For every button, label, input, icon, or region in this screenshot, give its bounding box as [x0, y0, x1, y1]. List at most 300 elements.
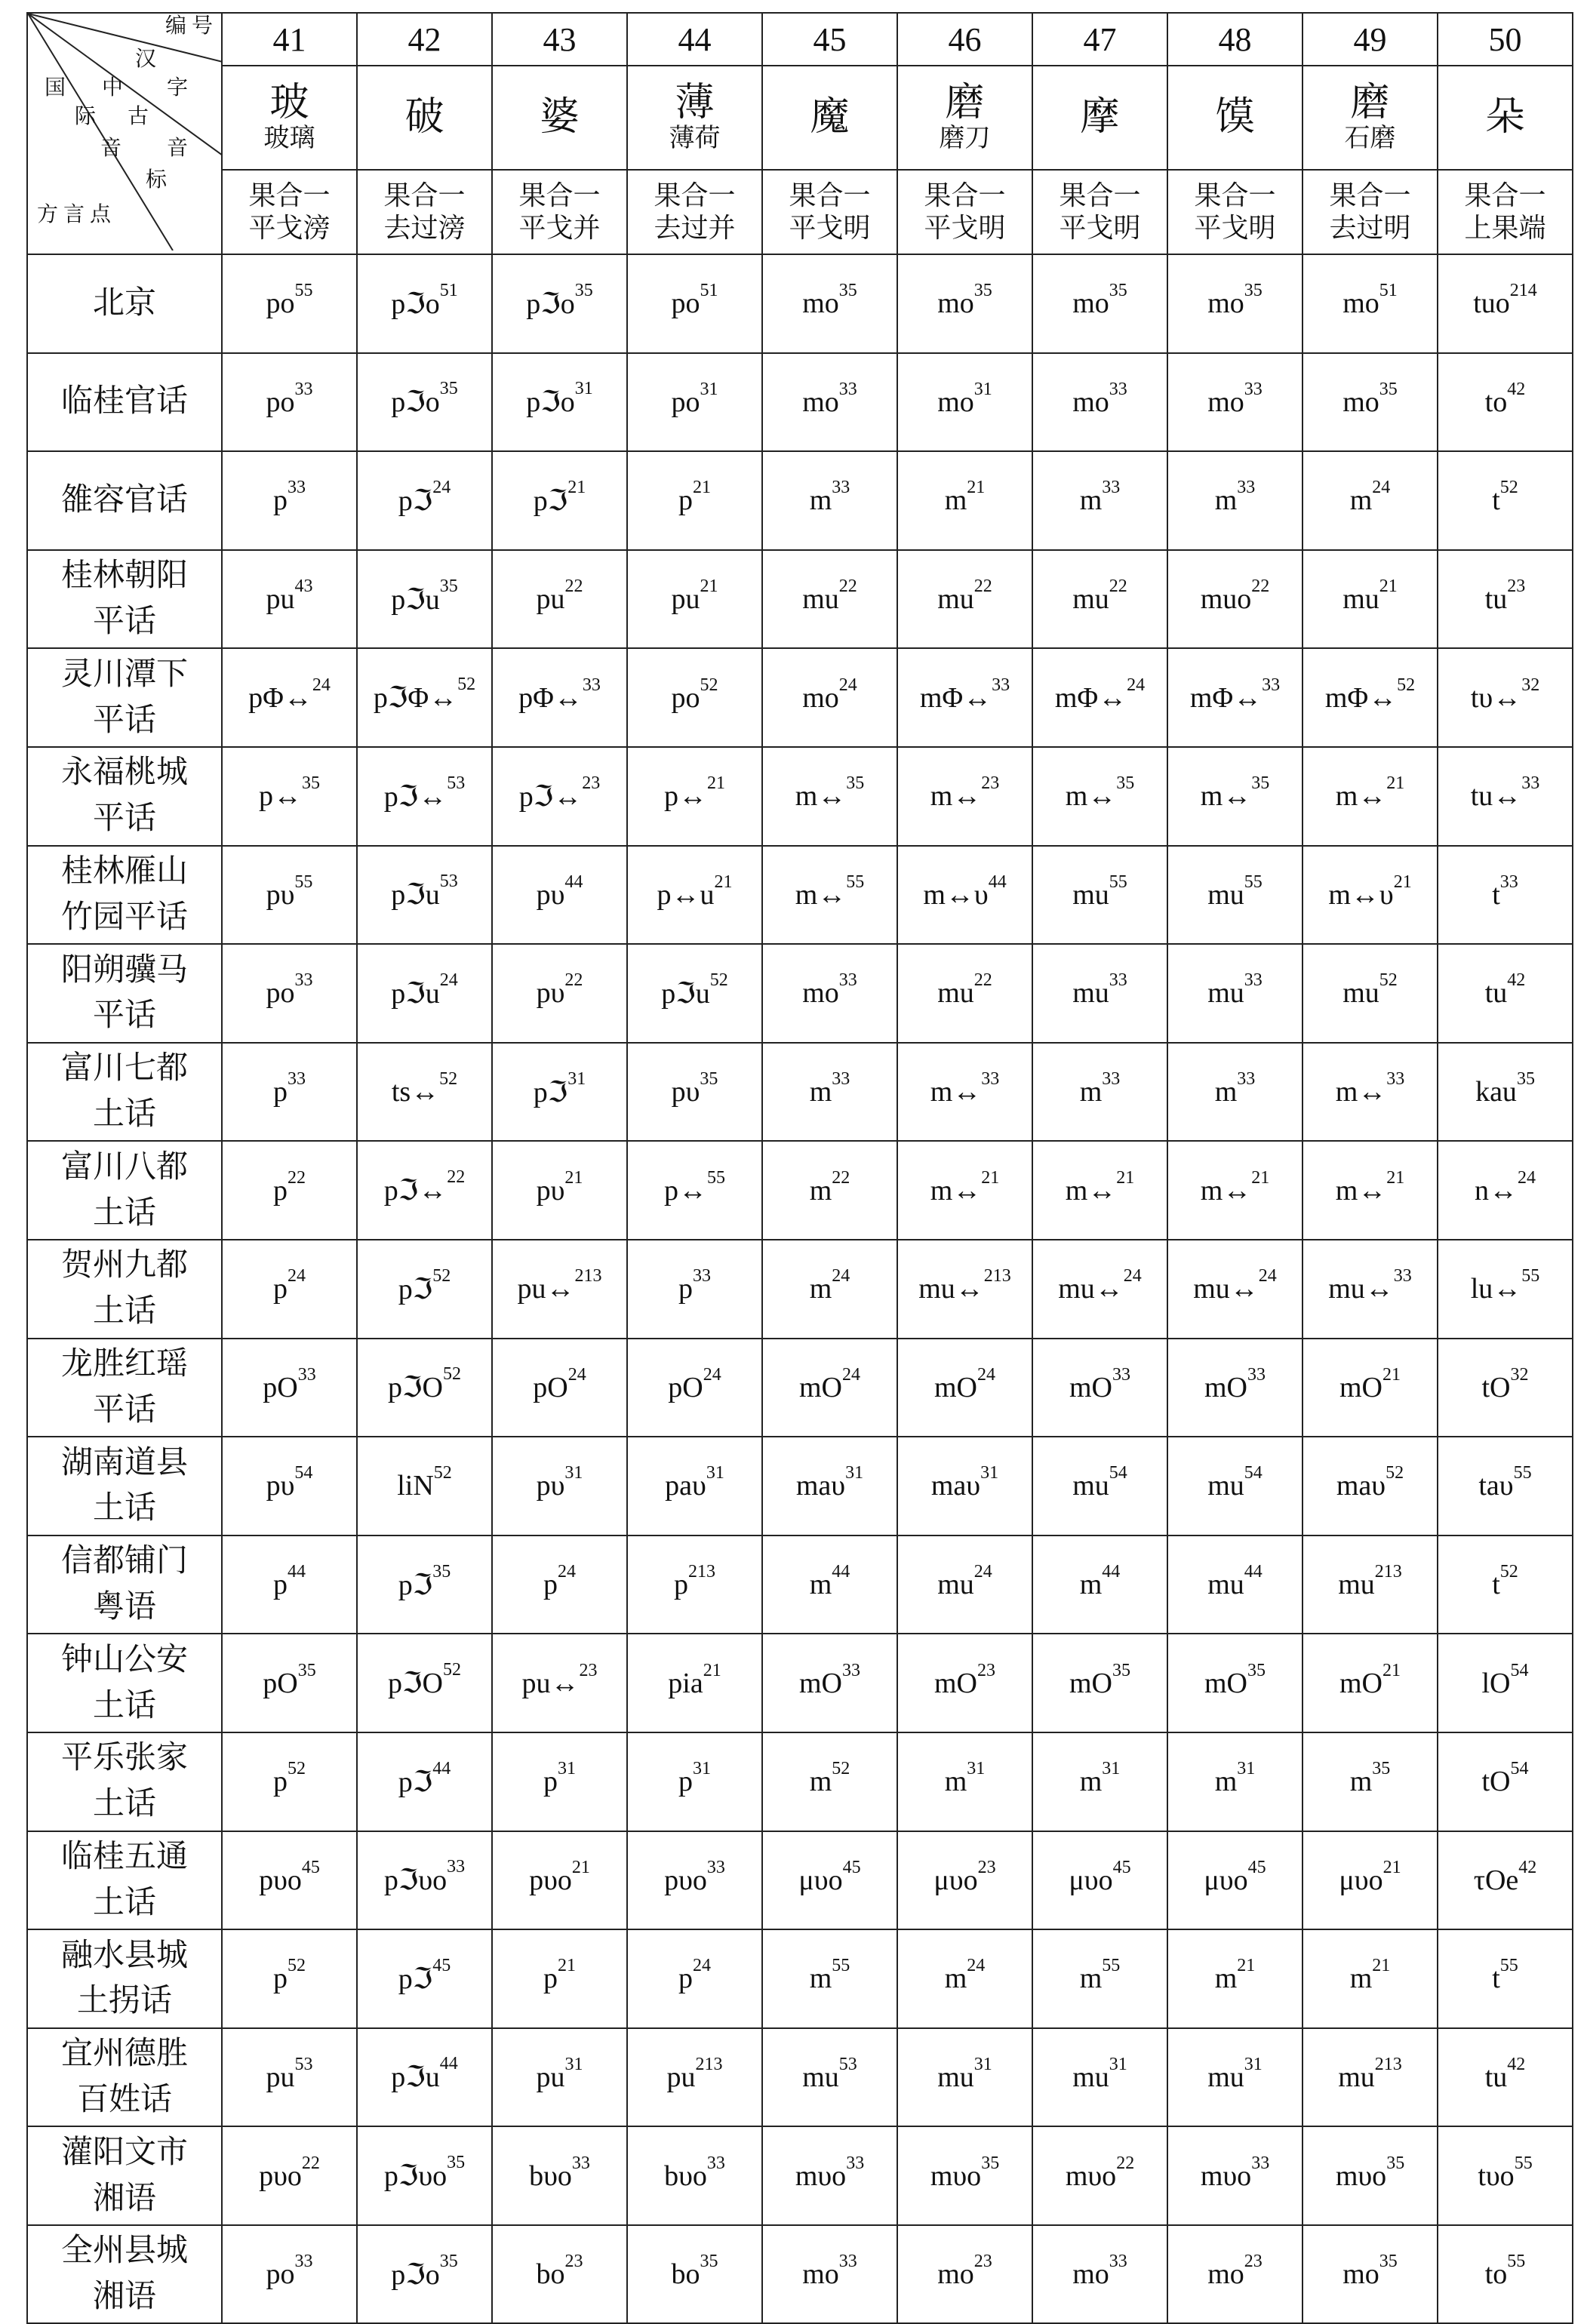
ipa-reading: [627, 846, 762, 945]
dialect-row: [27, 1732, 1573, 1831]
middle-chinese-line: 果合一: [518, 180, 601, 211]
ipa-reading: [1303, 1141, 1438, 1240]
ipa-reading: [492, 648, 627, 747]
ipa-reading: [1032, 1831, 1167, 1930]
ipa-segment: m: [809, 1569, 832, 1601]
tone-value: 43: [294, 576, 313, 597]
ipa-reading: [222, 1339, 357, 1437]
ipa-reading: [222, 2126, 357, 2225]
corner-yin2-label: 音: [167, 137, 189, 160]
ipa-reading: [492, 1929, 627, 2028]
middle-chinese-line: 平戈滂: [248, 213, 331, 243]
ipa-reading: [1032, 1732, 1167, 1831]
ipa-segment: pυ: [671, 1076, 700, 1108]
middle-chinese-line: 果合一: [383, 180, 466, 211]
ipa-reading: [357, 2225, 492, 2324]
tone-value: 52: [288, 1759, 306, 1779]
ipa-segment: mu: [1072, 583, 1109, 616]
ipa-segment: p: [543, 1766, 558, 1798]
ipa-segment: m: [809, 1766, 832, 1798]
column-character: 朵: [1485, 96, 1525, 139]
dialect-place: [27, 451, 222, 550]
ipa-reading: [762, 1929, 897, 2028]
dialect-place-line: 百姓话: [76, 2082, 172, 2117]
dialect-place-line: 全州县城: [60, 2233, 188, 2269]
middle-chinese-position: [1303, 170, 1438, 254]
tone-value: 33: [1244, 379, 1263, 399]
ipa-reading: [1303, 1339, 1438, 1437]
ipa-reading: [762, 1141, 897, 1240]
ipa-segment: pυo: [259, 1864, 302, 1896]
ipa-reading: [1303, 846, 1438, 945]
dialect-place: [27, 1536, 222, 1634]
ipa-segment: pℑΦ↔: [373, 682, 458, 715]
tone-value: 33: [1247, 1364, 1266, 1385]
ipa-segment: mu: [1072, 977, 1109, 1010]
tone-value: 23: [973, 2252, 992, 2272]
ipa-segment: pℑ: [533, 484, 568, 517]
ipa-reading: [1438, 2028, 1573, 2127]
ipa-reading: [1167, 1141, 1303, 1240]
tone-value: 35: [1244, 281, 1263, 301]
ipa-reading: [762, 846, 897, 945]
ipa-reading: [1438, 353, 1573, 452]
tone-value: 21: [1382, 1660, 1401, 1680]
dialect-place-line: 灵川潭下: [60, 656, 188, 692]
ipa-segment: pℑu: [391, 583, 440, 616]
column-number: 47: [1032, 13, 1167, 66]
ipa-reading: [1167, 1240, 1303, 1339]
middle-chinese-position: [357, 170, 492, 254]
tone-value: 33: [1262, 675, 1281, 695]
ipa-reading: [897, 1732, 1032, 1831]
ipa-segment: pO: [263, 1371, 298, 1403]
dialect-place-line: 平话: [92, 1392, 156, 1428]
ipa-reading: [1032, 353, 1167, 452]
corner-dialect-label: 方 言 点: [37, 203, 112, 226]
ipa-reading: [222, 846, 357, 945]
tone-value: 31: [574, 379, 593, 399]
tone-value: 23: [579, 1660, 598, 1680]
dialect-place: [27, 846, 222, 945]
ipa-reading: [1303, 1437, 1438, 1536]
tone-value: 213: [688, 1562, 715, 1582]
ipa-segment: m↔: [1200, 1174, 1252, 1207]
ipa-reading: [762, 1339, 897, 1437]
ipa-segment: mo: [1072, 2258, 1109, 2291]
tone-value: 24: [432, 477, 451, 497]
middle-chinese-line: 果合一: [1059, 180, 1141, 211]
tone-value: 55: [1521, 1266, 1540, 1286]
ipa-segment: pu: [536, 583, 565, 616]
ipa-segment: mO: [1339, 1371, 1382, 1403]
tone-value: 51: [439, 280, 458, 300]
tone-value: 22: [832, 1167, 850, 1188]
ipa-reading: [492, 1831, 627, 1930]
tone-value: 31: [1244, 2054, 1263, 2074]
ipa-reading: [627, 648, 762, 747]
dialect-place-line: 信都铺门: [60, 1544, 188, 1579]
tone-value: 24: [703, 1364, 721, 1385]
dialect-place: [27, 2028, 222, 2127]
ipa-segment: lO: [1481, 1667, 1511, 1699]
ipa-reading: [1032, 451, 1167, 550]
ipa-reading: [492, 1339, 627, 1437]
tone-value: 21: [1237, 1956, 1256, 1976]
column-character-cell: [627, 66, 762, 170]
column-number: 41: [222, 13, 357, 66]
tone-value: 21: [1379, 576, 1398, 597]
tone-value: 52: [432, 1265, 451, 1286]
dialect-place-line: 宜州德胜: [60, 2037, 188, 2072]
tone-value: 44: [1244, 1562, 1263, 1582]
tone-value: 33: [294, 379, 313, 399]
dialect-row: [27, 1929, 1573, 2028]
ipa-segment: pℑ: [398, 1569, 433, 1601]
ipa-segment: t: [1492, 878, 1500, 911]
ipa-segment: mu: [1207, 977, 1244, 1010]
ipa-segment: pυo: [529, 1864, 572, 1896]
ipa-segment: m: [809, 1076, 832, 1108]
ipa-segment: m↔: [1335, 1076, 1387, 1108]
ipa-segment: m: [1349, 1963, 1373, 1995]
tone-value: 24: [288, 1266, 306, 1286]
middle-chinese-position: [1438, 170, 1573, 254]
tone-value: 55: [1514, 2153, 1533, 2173]
ipa-reading: [1303, 254, 1438, 353]
tone-value: 21: [1382, 1364, 1401, 1385]
dialect-row: [27, 2225, 1573, 2324]
ipa-reading: [492, 1043, 627, 1142]
ipa-reading: [1167, 451, 1303, 550]
ipa-segment: m↔: [1065, 780, 1117, 813]
tone-value: 55: [294, 872, 313, 892]
ipa-segment: m↔: [930, 1174, 982, 1207]
ipa-segment: pυ: [536, 878, 565, 911]
ipa-reading: [627, 1043, 762, 1142]
ipa-reading: [897, 846, 1032, 945]
ipa-reading: [897, 1831, 1032, 1930]
ipa-reading: [222, 353, 357, 452]
ipa-segment: pℑO: [388, 1668, 443, 1700]
ipa-segment: pℑ: [398, 1766, 433, 1798]
dialect-place: [27, 353, 222, 452]
corner-header: [27, 13, 222, 254]
ipa-reading: [762, 451, 897, 550]
ipa-segment: mu↔: [1328, 1273, 1394, 1305]
tone-value: 33: [447, 1857, 466, 1877]
ipa-segment: pu: [266, 583, 295, 616]
tone-value: 33: [582, 675, 601, 695]
tone-value: 45: [842, 1857, 861, 1877]
ipa-segment: pυ: [266, 1470, 295, 1502]
tone-value: 51: [700, 281, 718, 301]
tone-value: 21: [571, 1857, 590, 1877]
tone-value: 21: [967, 478, 986, 498]
ipa-reading: [762, 353, 897, 452]
ipa-segment: mo: [1342, 386, 1379, 418]
tone-value: 35: [838, 281, 857, 301]
ipa-reading: [492, 2028, 627, 2127]
ipa-segment: paυ: [665, 1470, 706, 1502]
tone-value: 31: [564, 2054, 583, 2074]
ipa-reading: [357, 2126, 492, 2225]
tone-value: 23: [1244, 2252, 1263, 2272]
tone-value: 33: [294, 970, 313, 991]
dialect-row: [27, 1831, 1573, 1930]
ipa-segment: tυo: [1478, 2160, 1515, 2192]
tone-value: 42: [1518, 1857, 1537, 1877]
ipa-reading: [1438, 747, 1573, 846]
ipa-segment: mo: [802, 681, 839, 714]
ipa-reading: [762, 1536, 897, 1634]
ipa-segment: taυ: [1478, 1470, 1514, 1502]
ipa-reading: [762, 648, 897, 747]
ipa-reading: [1303, 1634, 1438, 1732]
ipa-segment: mo: [802, 287, 839, 320]
ipa-segment: p: [543, 1569, 558, 1601]
tone-value: 52: [1379, 970, 1398, 991]
ipa-segment: m: [944, 1766, 967, 1798]
dialect-place-line: 钟山公安: [60, 1642, 188, 1677]
ipa-segment: pυ: [536, 1470, 565, 1502]
tone-value: 24: [312, 675, 331, 695]
tone-value: 23: [977, 1857, 996, 1877]
ipa-segment: p: [678, 1963, 693, 1995]
ipa-reading: [762, 2028, 897, 2127]
ipa-reading: [1303, 1240, 1438, 1339]
ipa-segment: pℑu: [661, 977, 710, 1010]
ipa-reading: [357, 550, 492, 649]
ipa-segment: p↔: [259, 780, 302, 813]
ipa-reading: [222, 1141, 357, 1240]
ipa-segment: μυo: [933, 1864, 978, 1896]
ipa-segment: mo: [802, 2258, 839, 2291]
ipa-segment: pℑu: [391, 2061, 440, 2094]
tone-value: 44: [439, 2054, 458, 2074]
tone-value: 21: [981, 1167, 1000, 1188]
tone-value: 23: [564, 2252, 583, 2272]
ipa-reading: [1303, 1536, 1438, 1634]
dialect-place-line: 龙胜红瑶: [60, 1346, 188, 1382]
tone-value: 31: [564, 1463, 583, 1483]
ipa-segment: mu: [1207, 2061, 1244, 2093]
ipa-segment: mu: [1338, 2061, 1375, 2093]
ipa-reading: [1303, 2126, 1438, 2225]
tone-value: 35: [700, 2252, 718, 2272]
ipa-reading: [357, 1536, 492, 1634]
ipa-segment: m↔υ: [1328, 878, 1394, 911]
ipa-segment: tu: [1484, 583, 1508, 616]
dialect-row: [27, 2126, 1573, 2225]
ipa-reading: [627, 353, 762, 452]
ipa-segment: mu: [1207, 1569, 1244, 1601]
dialect-row: [27, 1141, 1573, 1240]
ipa-segment: mΦ↔: [1189, 681, 1263, 714]
ipa-reading: [1032, 747, 1167, 846]
ipa-reading: [357, 1929, 492, 2028]
tone-value: 22: [1116, 2153, 1135, 2173]
ipa-segment: po: [266, 977, 295, 1010]
ipa-reading: [357, 1634, 492, 1732]
ipa-segment: pO: [533, 1371, 568, 1403]
ipa-segment: mu↔: [918, 1273, 984, 1305]
tone-value: 31: [1102, 1759, 1121, 1779]
ipa-reading: [1032, 944, 1167, 1043]
tone-value: 53: [838, 2054, 857, 2074]
tone-value: 33: [1499, 872, 1518, 892]
ipa-segment: mo: [802, 977, 839, 1010]
ipa-reading: [1032, 648, 1167, 747]
ipa-reading: [1303, 1732, 1438, 1831]
ipa-reading: [222, 944, 357, 1043]
ipa-reading: [222, 1437, 357, 1536]
dialect-place-line: 贺州九都: [60, 1248, 188, 1283]
tone-value: 54: [1244, 1463, 1263, 1483]
tone-value: 31: [706, 1463, 724, 1483]
ipa-reading: [1032, 1043, 1167, 1142]
ipa-segment: to: [1484, 2258, 1508, 2291]
ipa-segment: pℑυo: [383, 2160, 447, 2193]
ipa-segment: mΦ↔: [1324, 681, 1398, 714]
tone-value: 44: [432, 1758, 451, 1778]
ipa-segment: m: [809, 1273, 832, 1305]
tone-value: 44: [832, 1562, 850, 1582]
ipa-segment: kau: [1475, 1076, 1517, 1108]
ipa-reading: [492, 353, 627, 452]
tone-value: 21: [1386, 773, 1405, 794]
ipa-segment: tu↔: [1470, 780, 1522, 813]
ipa-segment: mu: [937, 583, 974, 616]
ipa-reading: [1303, 1929, 1438, 2028]
column-character: 薄: [675, 81, 715, 124]
tone-value: 213: [1374, 2054, 1402, 2074]
tone-value: 21: [703, 1660, 721, 1680]
tone-value: 31: [980, 1463, 999, 1483]
ipa-segment: m↔: [1065, 1174, 1117, 1207]
ipa-segment: pu: [266, 2061, 295, 2093]
ipa-segment: mΦ↔: [919, 681, 992, 714]
dialect-place-line: 土话: [92, 1491, 156, 1526]
tone-value: 42: [1507, 970, 1526, 991]
ipa-segment: mu↔: [1058, 1273, 1124, 1305]
dialect-place-line: 湖南道县: [60, 1445, 188, 1480]
tone-value: 42: [1507, 2054, 1526, 2074]
tone-value: 52: [442, 1660, 461, 1680]
ipa-segment: m↔: [930, 1076, 982, 1108]
ipa-reading: [1032, 2126, 1167, 2225]
ipa-segment: m: [1214, 1766, 1238, 1798]
column-example-word: 薄荷: [669, 124, 721, 152]
ipa-reading: [1438, 2126, 1573, 2225]
ipa-segment: mυo: [795, 2160, 847, 2192]
ipa-segment: mo: [1207, 2258, 1244, 2291]
tone-value: 35: [1109, 281, 1127, 301]
ipa-reading: [1032, 1240, 1167, 1339]
ipa-reading: [1303, 747, 1438, 846]
ipa-segment: mu: [802, 2061, 839, 2093]
ipa-reading: [1167, 2126, 1303, 2225]
ipa-segment: m: [944, 484, 967, 517]
middle-chinese-line: 果合一: [924, 180, 1006, 211]
middle-chinese-line: 果合一: [789, 180, 871, 211]
dialect-row: [27, 747, 1573, 846]
dialect-row: [27, 944, 1573, 1043]
tone-value: 24: [693, 1956, 711, 1976]
ipa-reading: [222, 550, 357, 649]
middle-chinese-line: 果合一: [1464, 180, 1546, 211]
corner-guo-label: 国: [45, 76, 66, 100]
ipa-reading: [222, 254, 357, 353]
tone-value: 24: [1518, 1167, 1536, 1188]
ipa-segment: m: [1349, 484, 1373, 517]
ipa-segment: mυo: [1065, 2160, 1117, 2192]
tone-value: 213: [574, 1266, 602, 1286]
ipa-segment: mu: [1207, 1470, 1244, 1502]
column-character-cell: [222, 66, 357, 170]
ipa-reading: [357, 846, 492, 945]
ipa-segment: pυo: [259, 2160, 302, 2192]
dialect-place-line: 平乐张家: [60, 1741, 188, 1776]
column-number: 45: [762, 13, 897, 66]
dialect-place-line: 阳朔骥马: [60, 952, 188, 988]
ipa-reading: [762, 2126, 897, 2225]
ipa-segment: p: [273, 1766, 288, 1798]
tone-value: 35: [973, 281, 992, 301]
tone-value: 24: [977, 1364, 995, 1385]
ipa-reading: [222, 451, 357, 550]
dialect-place-line: 富川八都: [60, 1149, 188, 1185]
tone-value: 35: [302, 773, 320, 794]
tone-value: 24: [558, 1562, 576, 1582]
tone-value: 44: [564, 872, 583, 892]
tone-value: 33: [838, 379, 857, 399]
dialect-place-line: 土话: [92, 1787, 156, 1822]
ipa-reading: [627, 1240, 762, 1339]
ipa-reading: [492, 2126, 627, 2225]
ipa-segment: mO: [799, 1667, 842, 1699]
dialect-table: [26, 12, 1573, 2324]
tone-value: 53: [447, 773, 466, 793]
ipa-segment: pℑ: [398, 484, 433, 517]
dialect-place-line: 湘语: [92, 2181, 156, 2216]
ipa-segment: mO: [1069, 1371, 1112, 1403]
ipa-segment: pυo: [664, 1864, 707, 1896]
ipa-reading: [762, 254, 897, 353]
tone-value: 33: [1112, 1364, 1130, 1385]
ipa-segment: mΦ↔: [1054, 681, 1127, 714]
tone-value: 33: [1521, 773, 1540, 794]
tone-value: 55: [832, 1956, 850, 1976]
dialect-place-line: 平话: [92, 998, 156, 1034]
ipa-segment: p: [543, 1963, 558, 1995]
ipa-segment: t: [1492, 1569, 1500, 1601]
ipa-reading: [1032, 2028, 1167, 2127]
tone-value: 21: [1393, 872, 1412, 892]
ipa-reading: [492, 254, 627, 353]
ipa-reading: [357, 747, 492, 846]
tone-value: 213: [983, 1266, 1011, 1286]
ipa-segment: p: [273, 1076, 288, 1108]
tone-value: 23: [582, 773, 601, 793]
tone-value: 21: [1251, 1167, 1270, 1188]
ipa-segment: m: [1079, 1766, 1103, 1798]
middle-chinese-line: 平戈明: [924, 213, 1006, 243]
dialect-place: [27, 1240, 222, 1339]
tone-value: 33: [842, 1660, 860, 1680]
tone-value: 22: [838, 576, 857, 597]
ipa-segment: mo: [1072, 287, 1109, 320]
